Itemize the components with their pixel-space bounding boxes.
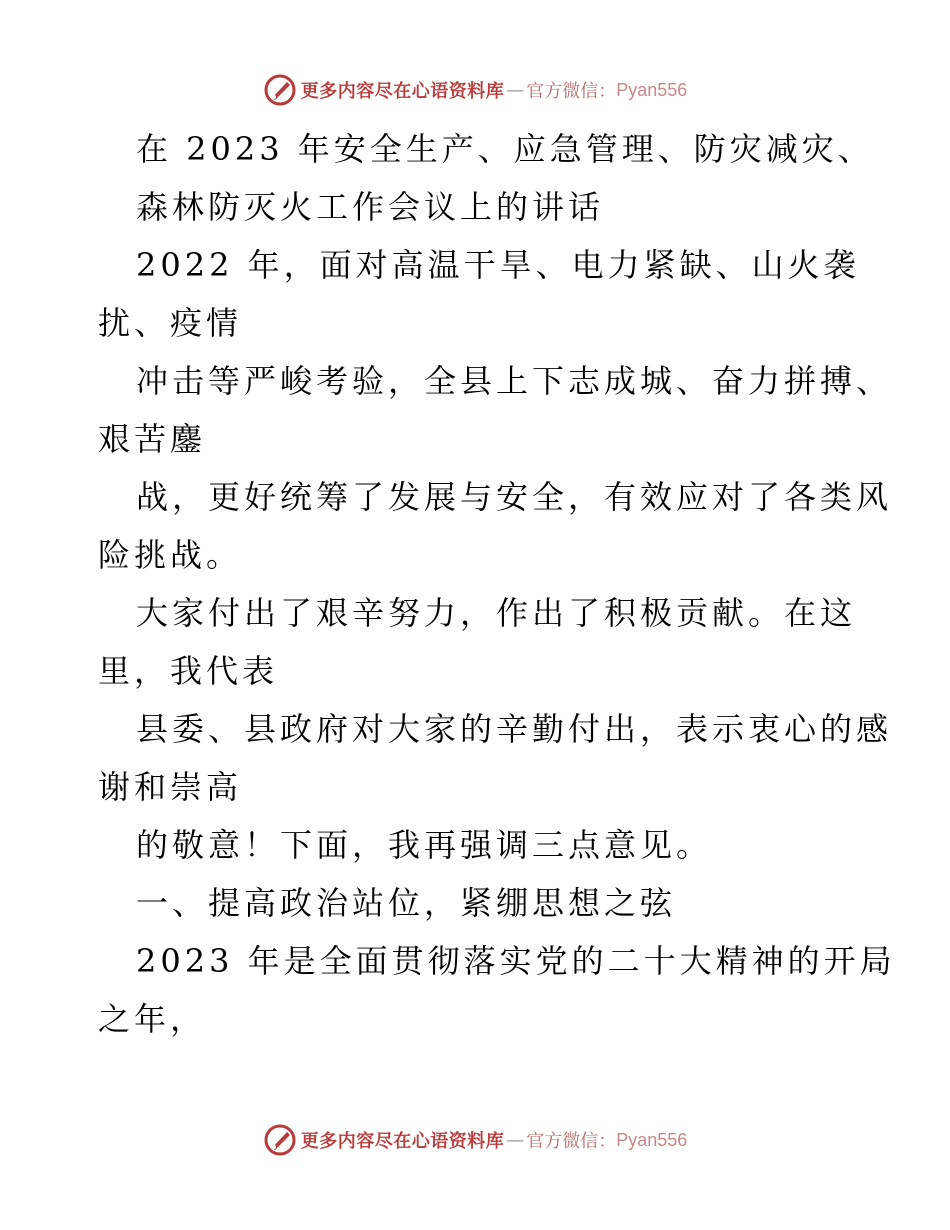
text-line: 险挑战。	[98, 536, 243, 574]
text-line: 冲击等严峻考验，全县上下志成城、奋力拼搏、	[136, 362, 893, 400]
banner-wechat-label: 官方微信：	[526, 81, 617, 102]
text-line: 大家付出了艰辛努力，作出了积极贡献。在这	[136, 594, 857, 632]
title-line-1: 在 2023 年安全生产、应急管理、防灾减灾、	[136, 130, 874, 168]
text-line: 2022 年，面对高温干旱、电力紧缺、山火袭	[136, 246, 860, 284]
banner-dash: —	[506, 79, 525, 101]
footer-banner	[0, 1120, 950, 1160]
pen-logo-icon	[263, 73, 297, 107]
banner-dash: —	[506, 1129, 525, 1151]
banner-title: 更多内容尽在心语资料库	[300, 1131, 505, 1152]
banner-wechat-label: 官方微信：	[526, 1131, 617, 1152]
text-line: 艰苦鏖	[98, 420, 207, 458]
banner-title: 更多内容尽在心语资料库	[300, 81, 505, 102]
header-banner	[0, 70, 950, 110]
text-line: 的敬意！下面，我再强调三点意见。	[136, 826, 713, 864]
text-line: 战，更好统筹了发展与安全，有效应对了各类风	[136, 478, 893, 516]
text-line: 2023 年是全面贯彻落实党的二十大精神的开局	[136, 942, 896, 980]
banner-wechat-id: Pyan556	[616, 1129, 688, 1150]
text-line: 之年，	[98, 1000, 207, 1038]
title-line-2: 森林防灭火工作会议上的讲话	[136, 188, 605, 226]
text-line: 扰、疫情	[98, 304, 243, 342]
pen-logo-icon	[263, 1123, 297, 1157]
text-line: 里，我代表	[98, 652, 279, 690]
section-heading: 一、提高政治站位，紧绷思想之弦	[136, 884, 677, 922]
banner-wechat-id: Pyan556	[616, 79, 688, 100]
text-line: 县委、县政府对大家的辛勤付出，表示衷心的感	[136, 710, 893, 748]
text-line: 谢和崇高	[98, 768, 243, 806]
